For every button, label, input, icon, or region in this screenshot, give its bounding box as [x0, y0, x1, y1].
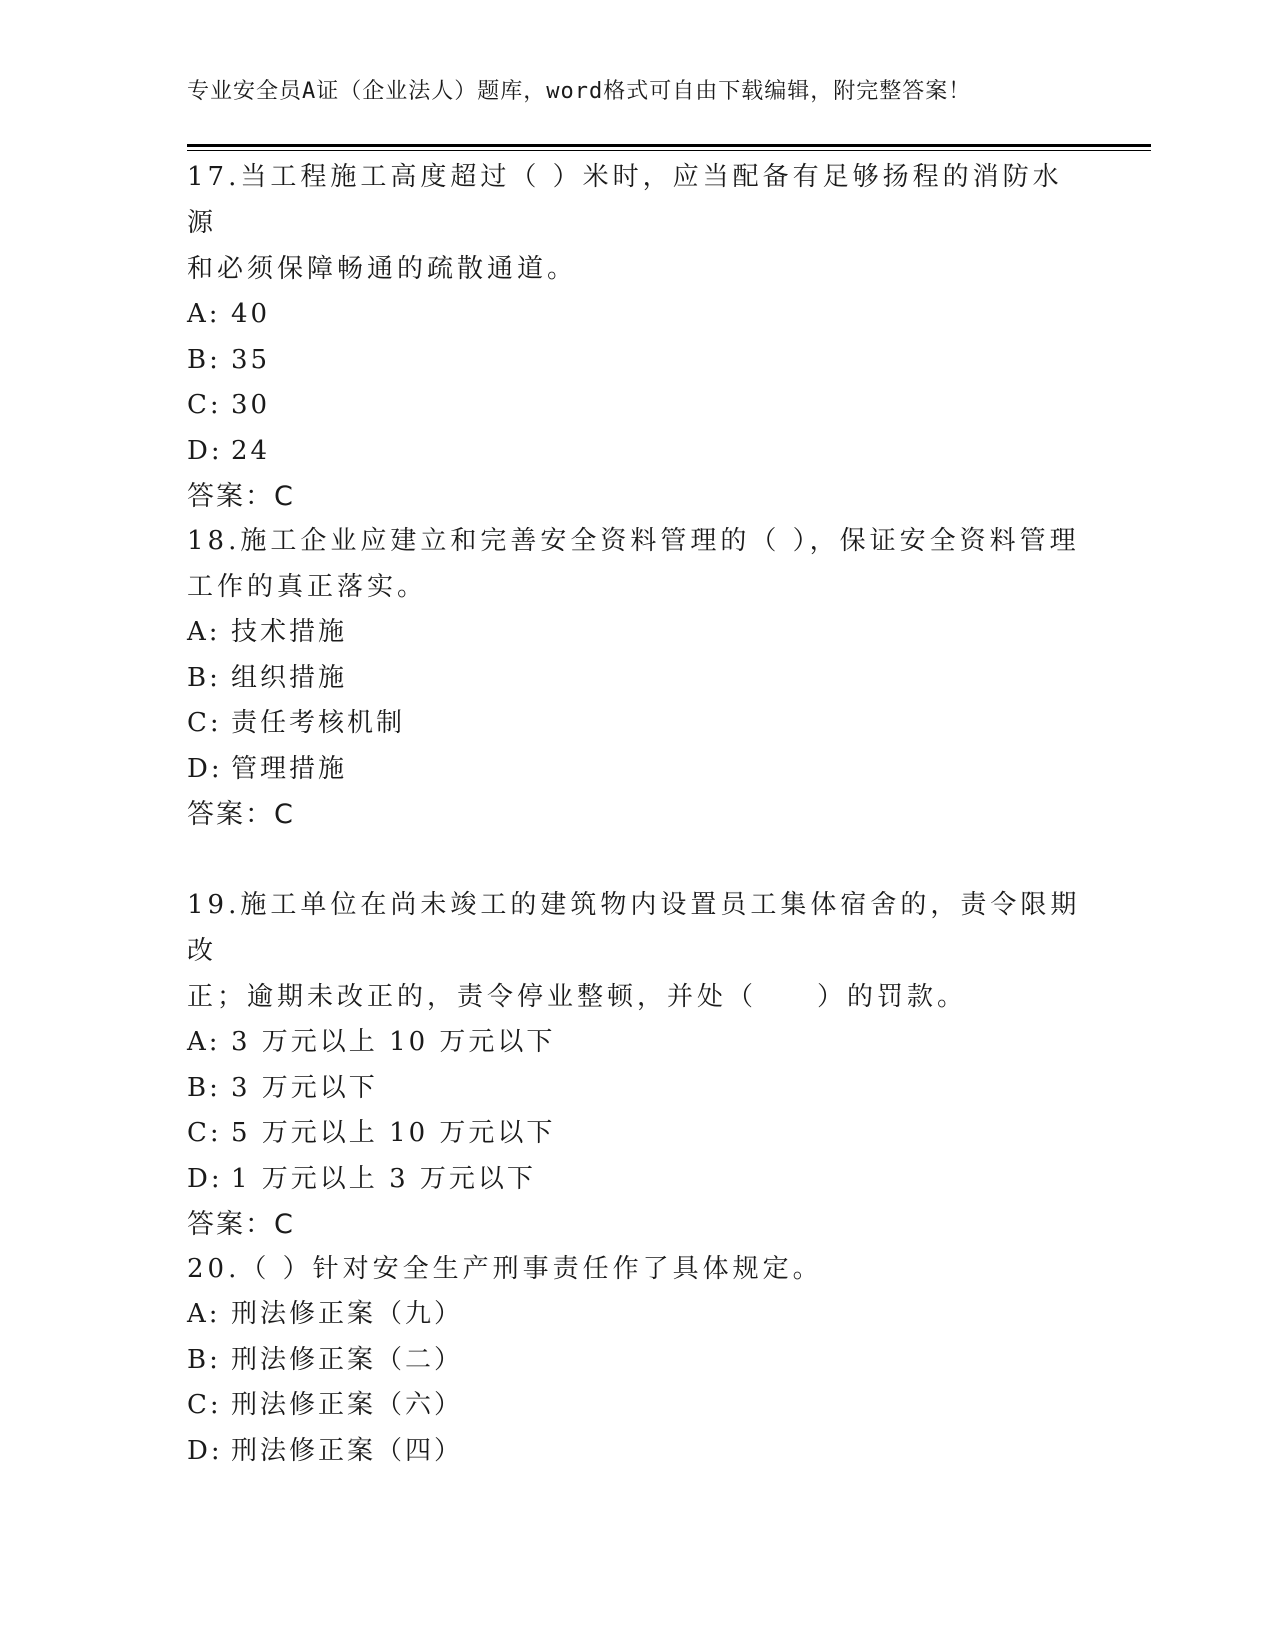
option-letter: B: — [187, 1072, 221, 1103]
option-a — [187, 1292, 1087, 1338]
question-stem — [187, 1246, 1087, 1292]
answer-value: C — [274, 481, 295, 512]
option-text: 3 万元以上 10 万元以下 — [231, 1027, 556, 1057]
option-text: 刑法修正案（六） — [231, 1390, 464, 1420]
option-text: 30 — [231, 390, 271, 420]
header-rule-thick — [187, 144, 1151, 147]
option-letter: C: — [187, 390, 222, 420]
answer-line — [187, 792, 1087, 838]
option-text: 40 — [231, 299, 271, 329]
option-c — [187, 1383, 1087, 1429]
option-letter: A: — [187, 1299, 221, 1329]
option-a — [187, 292, 1087, 338]
option-text: 24 — [231, 435, 271, 466]
option-letter: D: — [187, 753, 223, 784]
option-letter: B: — [187, 1344, 221, 1375]
option-c — [187, 383, 1087, 429]
option-letter: C: — [187, 1390, 222, 1420]
question-stem-line: 工作的真正落实。 — [187, 572, 428, 602]
option-text: 技术措施 — [231, 617, 348, 647]
option-letter: D: — [187, 435, 223, 466]
option-a — [187, 1020, 1087, 1066]
option-d — [187, 1429, 1087, 1475]
option-text: 3 万元以下 — [231, 1072, 378, 1103]
option-letter: B: — [187, 662, 221, 693]
question-stem — [187, 882, 1087, 1020]
option-a — [187, 610, 1087, 656]
option-letter: A: — [187, 299, 221, 329]
option-b — [187, 656, 1087, 702]
question-17 — [187, 154, 1087, 520]
option-text: 刑法修正案（四） — [231, 1435, 464, 1466]
option-text: 刑法修正案（九） — [231, 1299, 464, 1329]
question-stem — [187, 518, 1087, 610]
answer-label: 答案： — [187, 1209, 274, 1240]
question-stem — [187, 154, 1087, 292]
answer-value: C — [274, 1209, 295, 1240]
option-c — [187, 1111, 1087, 1157]
option-letter: C: — [187, 708, 222, 738]
option-letter: C: — [187, 1118, 222, 1148]
answer-line — [187, 474, 1087, 520]
option-b — [187, 338, 1087, 384]
option-d — [187, 1157, 1087, 1203]
option-text: 组织措施 — [231, 662, 348, 693]
option-d — [187, 747, 1087, 793]
page-header: 专业安全员A证（企业法人）题库，word格式可自由下载编辑，附完整答案！ — [187, 79, 972, 104]
question-20 — [187, 1246, 1087, 1474]
answer-line — [187, 1202, 1087, 1248]
option-d — [187, 429, 1087, 475]
option-text: 35 — [231, 344, 271, 375]
question-stem-line: 17.当工程施工高度超过（ ）米时，应当配备有足够扬程的消防水源 — [187, 162, 1063, 238]
question-19 — [187, 882, 1087, 1248]
option-text: 管理措施 — [231, 753, 348, 784]
option-b — [187, 1338, 1087, 1384]
option-b — [187, 1066, 1087, 1112]
header-rule-thin — [187, 150, 1151, 151]
answer-value: C — [274, 799, 295, 830]
question-stem-line: 18.施工企业应建立和完善安全资料管理的（ ），保证安全资料管理 — [187, 526, 1080, 556]
option-text: 刑法修正案（二） — [231, 1344, 464, 1375]
question-stem-line: 正；逾期未改正的，责令停业整顿，并处（ ）的罚款。 — [187, 982, 968, 1012]
option-letter: D: — [187, 1435, 223, 1466]
option-letter: A: — [187, 1027, 221, 1057]
question-stem-line: 20.（ ）针对安全生产刑事责任作了具体规定。 — [187, 1254, 823, 1284]
option-letter: A: — [187, 617, 221, 647]
option-text: 1 万元以上 3 万元以下 — [231, 1163, 536, 1194]
option-text: 5 万元以上 10 万元以下 — [231, 1118, 556, 1148]
option-text: 责任考核机制 — [231, 708, 406, 738]
option-letter: D: — [187, 1163, 223, 1194]
option-letter: B: — [187, 344, 221, 375]
option-c — [187, 701, 1087, 747]
answer-label: 答案： — [187, 481, 274, 512]
question-stem-line: 和必须保障畅通的疏散通道。 — [187, 254, 578, 284]
answer-label: 答案： — [187, 799, 274, 830]
question-stem-line: 19.施工单位在尚未竣工的建筑物内设置员工集体宿舍的，责令限期改 — [187, 890, 1081, 966]
question-18 — [187, 518, 1087, 838]
